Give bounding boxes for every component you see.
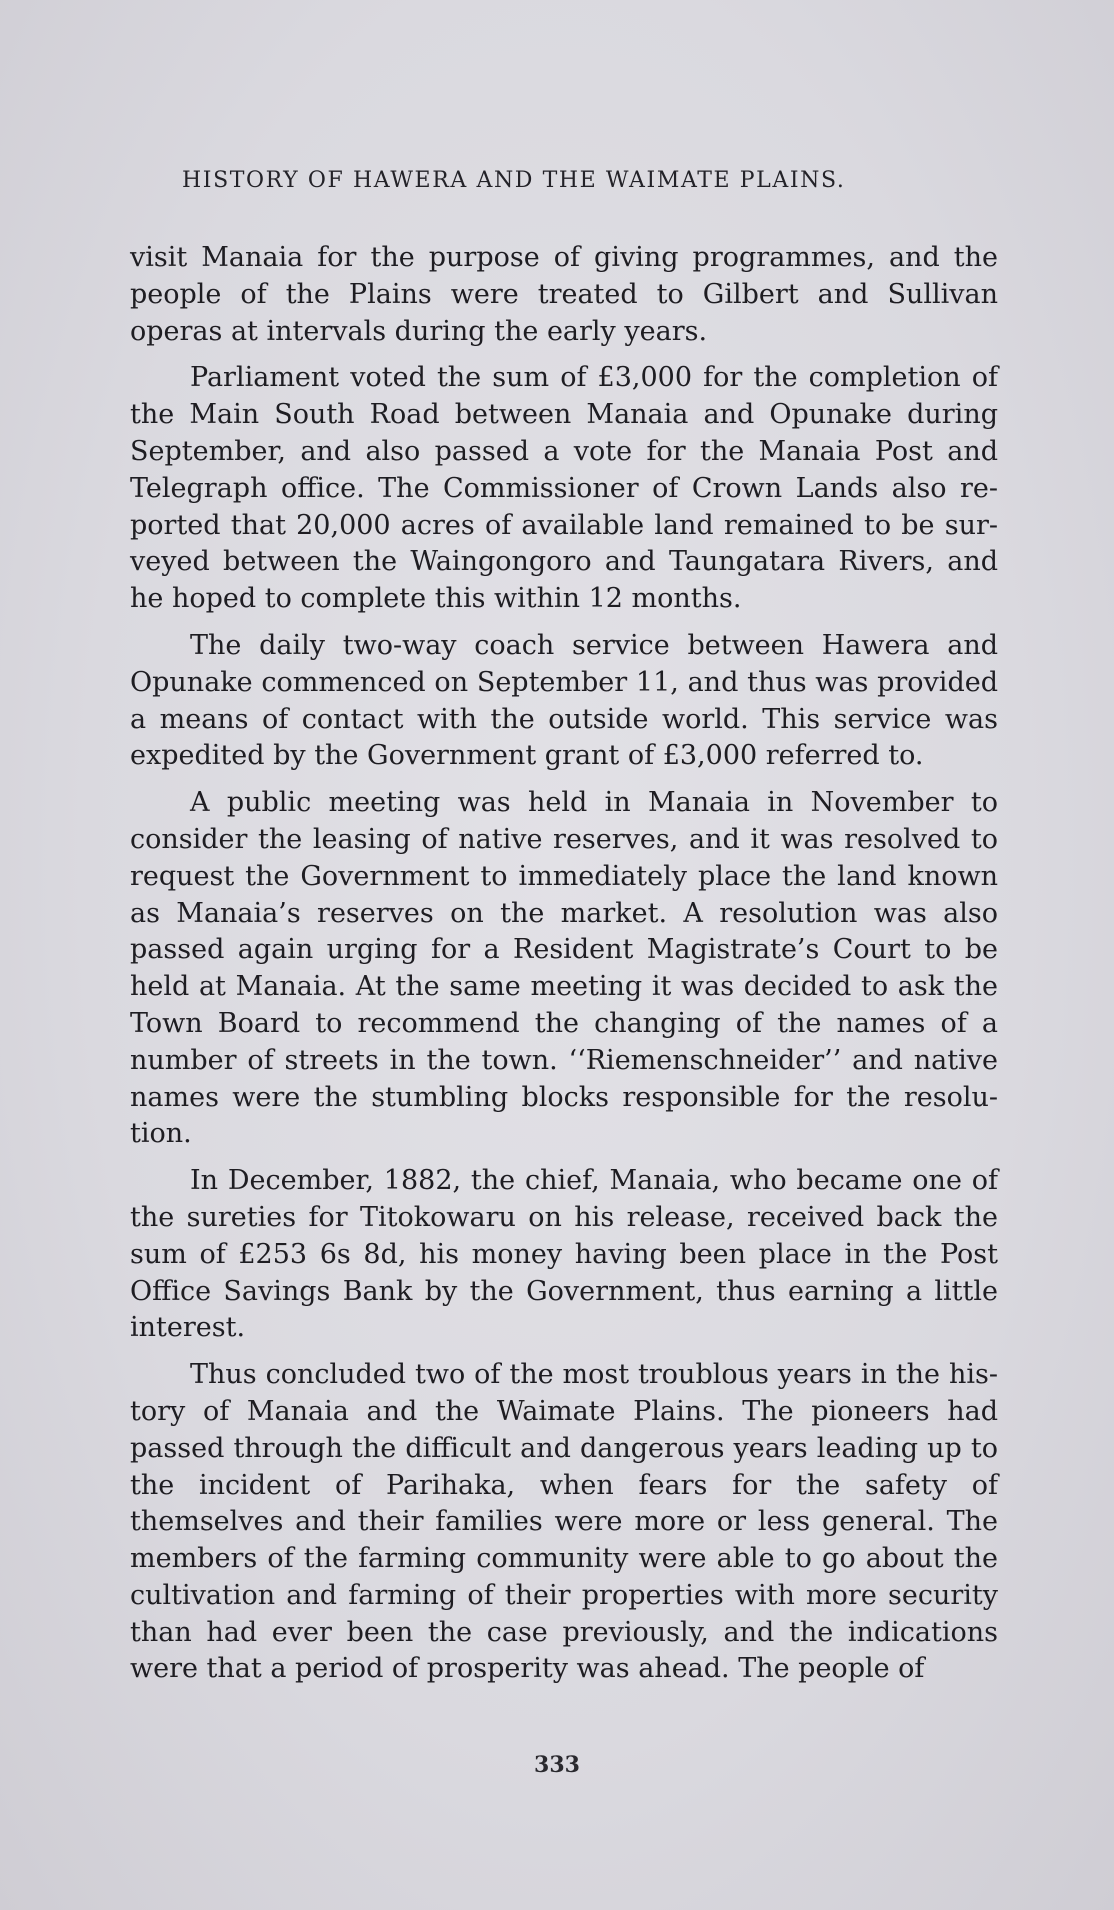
running-head-title: HISTORY OF HAWERA AND THE WAIMATE PLAINS. xyxy=(182,168,846,193)
paragraph-2: Parliament voted the sum of £3,000 for the completion of the Main South Road between Manaia and Opunake during September, and also passed a vote for the Manaia Post and Telegraph office. The Commissioner of Crown Lands also reported that 20,000 acres of available land remained to be surveyed between the Waingongoro and Taungatara Rivers, and he hoped to complete this within 12 months. xyxy=(130,362,998,615)
paragraph-3: The daily two-way coach service between Hawera and Opunake commenced on September 11, and thus was provided a means of contact with the outside world. This service was expedited by the Government grant of £3,000 referred to. xyxy=(130,629,998,772)
page-number: 333 xyxy=(534,1752,580,1778)
paragraph-1: visit Manaia for the purpose of giving programmes, and the people of the Plains were treated to Gilbert and Sullivan operas at intervals during the early years. xyxy=(130,242,998,347)
body-text xyxy=(130,240,998,1698)
paragraph-6: Thus concluded two of the most troublous years in the history of Manaia and the Waimate Plains. The pioneers had passed through the difficult and dangerous years leading up to the incident of Parihaka, when fears for the safety of themselves and their families were more or less general. The members of the farming community were able to go about the cultivation and farming of their properties with more security than had ever been the case previously, and the indications were that a period of prosperity was ahead. The people of xyxy=(130,1359,998,1685)
paragraph-4: A public meeting was held in Manaia in November to consider the leasing of native reserves, and it was resolved to request the Government to immediately place the land known as Manaia’s reserves on the market. A resolution was also passed again urging for a Resident Magistrate’s Court to be held at Manaia. At the same meeting it was decided to ask the Town Board to recommend the changing of the names of a number of streets in the town. ‘‘Riemenschneider’’ and native names were the stumbling blocks responsible for the resolution. xyxy=(130,787,998,1150)
paragraph-5: In December, 1882, the chief, Manaia, who became one of the sureties for Titokowaru on his release, received back the sum of £253 6s 8d, his money having been place in the Post Office Savings Bank by the Government, thus earning a little interest. xyxy=(130,1165,998,1344)
